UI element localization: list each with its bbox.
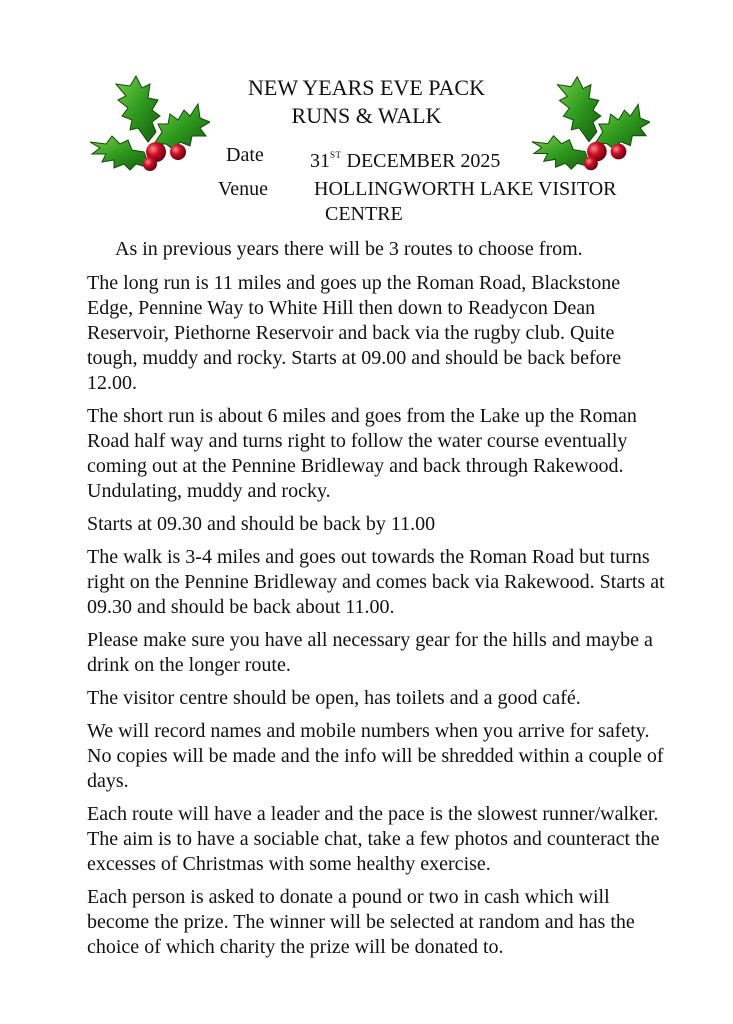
safety-paragraph: We will record names and mobile numbers when you arrive for safety. No copies will be made and the info will be shredded within a couple of days.: [87, 720, 664, 792]
document-body: [87, 237, 667, 968]
venue-label: Venue: [218, 178, 268, 200]
intro-paragraph: As in previous years there will be 3 routes to choose from.: [115, 238, 583, 260]
venue-line-1: HOLLINGWORTH LAKE VISITOR: [314, 178, 617, 200]
short-run-times-paragraph: Starts at 09.30 and should be back by 11.00: [87, 513, 436, 535]
donation-paragraph: Each person is asked to donate a pound or two in cash which will become the prize. The winner will be selected at random and has the choice of which charity the prize will be donated to.: [87, 886, 635, 958]
gear-paragraph: Please make sure you have all necessary gear for the hills and maybe a drink on the longer route.: [87, 629, 653, 676]
date-day: 31: [310, 150, 330, 172]
date-suffix: ST: [330, 150, 342, 160]
date-label: Date: [226, 144, 264, 166]
venue-line-2: CENTRE: [325, 203, 403, 225]
date-value: [310, 143, 500, 174]
title-line-2: RUNS & WALK: [291, 103, 442, 128]
date-rest: DECEMBER 2025: [341, 150, 501, 172]
visitor-centre-paragraph: The visitor centre should be open, has toilets and a good café.: [87, 687, 581, 709]
leader-paragraph: Each route will have a leader and the pace is the slowest runner/walker. The aim is to have a sociable chat, take a few photos and counteract the excesses of Christmas with some healthy exercise.: [87, 803, 660, 875]
long-run-paragraph: The long run is 11 miles and goes up the Roman Road, Blackstone Edge, Pennine Way to White Hill then down to Readycon Dean Reservoir, Piethorne Reservoir and back via the rugby club. Quite tough, muddy and rocky. Starts at 09.00 and should be back before 12.00.: [87, 272, 622, 394]
title-line-1: NEW YEARS EVE PACK: [248, 75, 485, 100]
page-title: [0, 74, 733, 130]
short-run-paragraph: The short run is about 6 miles and goes from the Lake up the Roman Road half way and turns right to follow the water course eventually coming out at the Pennine Bridleway and back through Rakewood. Undulating, muddy and rocky.: [87, 405, 637, 502]
walk-paragraph: The walk is 3-4 miles and goes out towards the Roman Road but turns right on the Pennine Bridleway and comes back via Rakewood. Starts at 09.30 and should be back about 11.00.: [87, 546, 665, 618]
